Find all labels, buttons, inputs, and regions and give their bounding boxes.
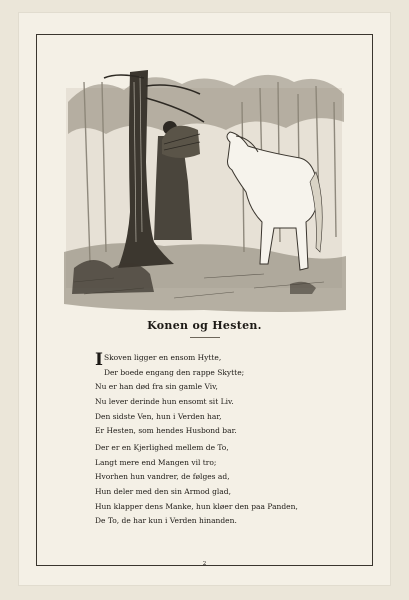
verse-line: Den sidste Ven, hun i Verden har,: [95, 411, 222, 421]
drop-cap: I: [95, 350, 103, 370]
verse-line: Nu er han død fra sin gamle Viv,: [95, 382, 218, 392]
title-divider: [190, 337, 220, 338]
page-number: 2: [202, 561, 207, 567]
verse-line: Hvorhen hun vandrer, de følges ad,: [95, 472, 230, 482]
verse-line: Langt mere end Mangen vil tro;: [95, 457, 217, 467]
verse-line: Der boede engang den rappe Skytte;: [103, 367, 245, 377]
page: [18, 12, 391, 586]
verse-line: De To, de har kun i Verden hinanden.: [95, 516, 237, 526]
poem-title: Konen og Hesten.: [147, 319, 262, 332]
verse-line: Hun deler med den sin Armod glad,: [95, 487, 231, 497]
verse-line: Skoven ligger en ensom Hytte,: [103, 353, 222, 362]
verse-line: Hun klapper dens Manke, hun kløer den paa Panden,: [95, 501, 298, 511]
verse-line: Er Hesten, som hendes Husbond bar.: [95, 426, 237, 436]
verse-line: Der er en Kjerlighed mellem de To,: [95, 443, 229, 452]
forest-engraving: [54, 42, 354, 322]
verse-line: Nu lever derinde hun ensomt sit Liv.: [95, 397, 234, 407]
stanza: [95, 351, 243, 439]
stanza: [95, 441, 298, 529]
